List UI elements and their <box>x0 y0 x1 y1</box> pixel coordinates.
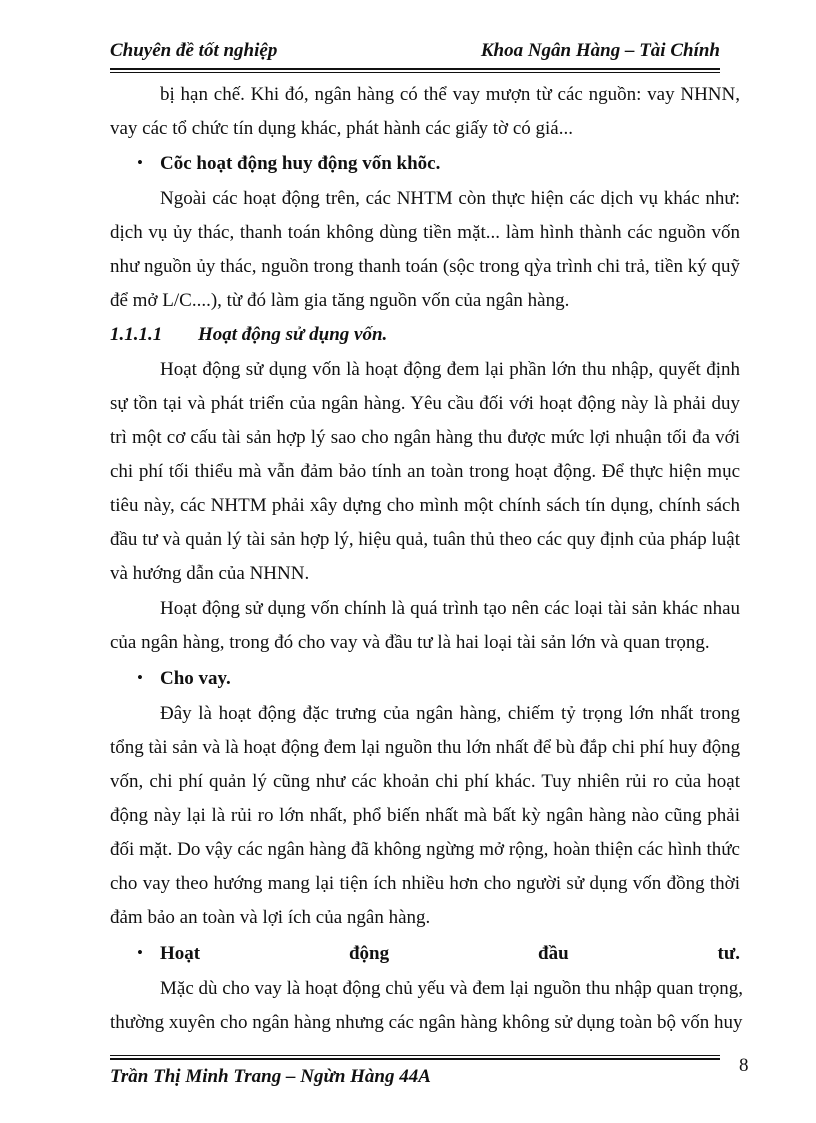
text-line: đối mặt. Do vậy các ngân hàng đã không ngừng mở rộng, hoàn thiện các hình thức <box>110 839 740 860</box>
section-number: 1.1.1.1 <box>110 324 163 345</box>
text-line: cho vay theo hướng mang lại tiện ích nhiều hơn cho người sử dụng vốn đồng thời <box>110 873 740 894</box>
text-line: tiêu này, các NHTM phải xây dựng cho mình một chính sách tín dụng, chính sách <box>110 495 740 516</box>
text-line: Mặc dù cho vay là hoạt động chủ yếu và đem lại nguồn thu nhập quan trọng, <box>160 978 744 999</box>
bullet-heading-text: Hoạt động đầu tư. <box>160 943 740 964</box>
text-line: trì một cơ cấu tài sản hợp lý sao cho ngân hàng thu được mức lợi nhuận tối đa với <box>110 427 740 448</box>
text-line: như nguồn ủy thác, nguồn trong thanh toán (sộc trong qỳa trình chi trả, tiền ký quỹ <box>110 256 740 277</box>
header-left-title: Chuyên đề tốt nghiệp <box>110 40 278 61</box>
bullet-icon: • <box>137 153 143 172</box>
header-right-title: Khoa Ngân Hàng – Tài Chính <box>480 40 720 61</box>
header-rule-thin <box>110 72 720 73</box>
text-line: Hoạt động sử dụng vốn chính là quá trình tạo nên các loại tài sản khác nhau <box>160 598 740 619</box>
text-line: sự tồn tại và phát triển của ngân hàng. Yêu cầu đối với hoạt động này là phải duy <box>110 393 740 414</box>
text-line: vay các tổ chức tín dụng khác, phát hành các giấy tờ có giá... <box>110 118 573 139</box>
text-line: vốn, chi phí quản lý cũng như các khoản chi phí khác. Tuy nhiên rủi ro của hoạt <box>110 771 740 792</box>
bullet-icon: • <box>137 943 143 962</box>
text-line: và hướng dẫn của NHNN. <box>110 563 310 584</box>
section-title: Hoạt động sử dụng vốn. <box>198 324 388 345</box>
bullet-heading <box>110 153 740 187</box>
bullet-heading <box>110 943 740 977</box>
text-line: chi phí tối thiểu mà vẫn đảm bảo tính an toàn trong hoạt động. Để thực hiện mục <box>110 461 740 482</box>
section-heading <box>110 324 740 358</box>
text-line: để mở L/C....), từ đó làm gia tăng nguồn vốn của ngân hàng. <box>110 290 570 311</box>
text-line: động này lại là rủi ro lớn nhất, phổ biến nhất mà bất kỳ ngân hàng nào cũng phải <box>110 805 740 826</box>
text-line: Ngoài các hoạt động trên, các NHTM còn thực hiện các dịch vụ khác như: <box>160 188 740 209</box>
text-line: đầu tư và quản lý tài sản hợp lý, hiệu quả, tuân thủ theo các quy định của pháp luật <box>110 529 740 550</box>
bullet-icon: • <box>137 668 143 687</box>
text-line: đảm bảo an toàn và lợi ích của ngân hàng. <box>110 907 431 928</box>
footer-author: Trần Thị Minh Trang – Ngừn Hàng 44A <box>110 1066 431 1087</box>
text-line: bị hạn chế. Khi đó, ngân hàng có thể vay mượn từ các nguồn: vay NHNN, <box>160 84 740 105</box>
footer-rule-thin <box>110 1055 720 1056</box>
text-line: của ngân hàng, trong đó cho vay và đầu tư là hai loại tài sản lớn và quan trọng. <box>110 632 710 653</box>
page-number: 8 <box>739 1055 749 1076</box>
text-line: tổng tài sản và là hoạt động đem lại nguồn thu lớn nhất để bù đắp chi phí huy động <box>110 737 741 758</box>
bullet-heading-text: Cho vay. <box>160 668 231 689</box>
bullet-heading <box>110 668 740 702</box>
page-header <box>110 40 720 66</box>
text-line: Đây là hoạt động đặc trưng của ngân hàng, chiếm tỷ trọng lớn nhất trong <box>160 703 740 724</box>
bullet-heading-text: Cõc hoạt động huy động vốn khõc. <box>160 153 441 174</box>
text-line: thường xuyên cho ngân hàng nhưng các ngân hàng không sử dụng toàn bộ vốn huy <box>110 1012 743 1033</box>
text-line: dịch vụ ủy thác, thanh toán không dùng tiền mặt... làm hình thành các nguồn vốn <box>110 222 740 243</box>
footer-rule-thick <box>110 1058 720 1060</box>
text-line: Hoạt động sử dụng vốn là hoạt động đem lại phần lớn thu nhập, quyết định <box>160 359 740 380</box>
header-rule-thick <box>110 68 720 70</box>
